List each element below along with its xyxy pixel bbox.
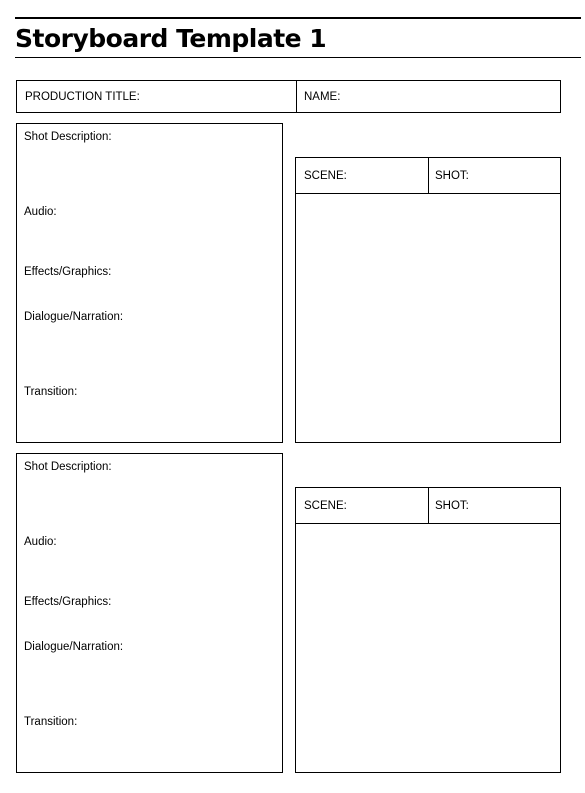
name-label: NAME: bbox=[304, 91, 341, 103]
effects-graphics-label: Effects/Graphics: bbox=[24, 266, 112, 278]
shot-description-label: Shot Description: bbox=[24, 461, 112, 473]
panel-1-notes-box bbox=[16, 123, 283, 443]
frame-header-rule bbox=[296, 193, 560, 194]
effects-graphics-label: Effects/Graphics: bbox=[24, 596, 112, 608]
shot-description-label: Shot Description: bbox=[24, 131, 112, 143]
title-bottom-rule bbox=[15, 57, 581, 58]
audio-label: Audio: bbox=[24, 206, 57, 218]
frame-header-divider bbox=[428, 158, 429, 193]
audio-label: Audio: bbox=[24, 536, 57, 548]
shot-label: SHOT: bbox=[435, 500, 469, 512]
scene-label: SCENE: bbox=[304, 500, 347, 512]
panel-2-frame-box bbox=[295, 487, 561, 773]
page-title: Storyboard Template 1 bbox=[15, 24, 327, 53]
transition-label: Transition: bbox=[24, 386, 78, 398]
dialogue-narration-label: Dialogue/Narration: bbox=[24, 311, 124, 323]
panel-2-notes-box bbox=[16, 453, 283, 773]
scene-label: SCENE: bbox=[304, 170, 347, 182]
title-top-rule bbox=[15, 17, 581, 19]
production-header bbox=[16, 80, 561, 113]
transition-label: Transition: bbox=[24, 716, 78, 728]
frame-header-rule bbox=[296, 523, 560, 524]
dialogue-narration-label: Dialogue/Narration: bbox=[24, 641, 124, 653]
header-divider bbox=[296, 81, 297, 112]
shot-label: SHOT: bbox=[435, 170, 469, 182]
production-title-label: PRODUCTION TITLE: bbox=[25, 91, 140, 103]
panel-1-frame-box bbox=[295, 157, 561, 443]
frame-header-divider bbox=[428, 488, 429, 523]
